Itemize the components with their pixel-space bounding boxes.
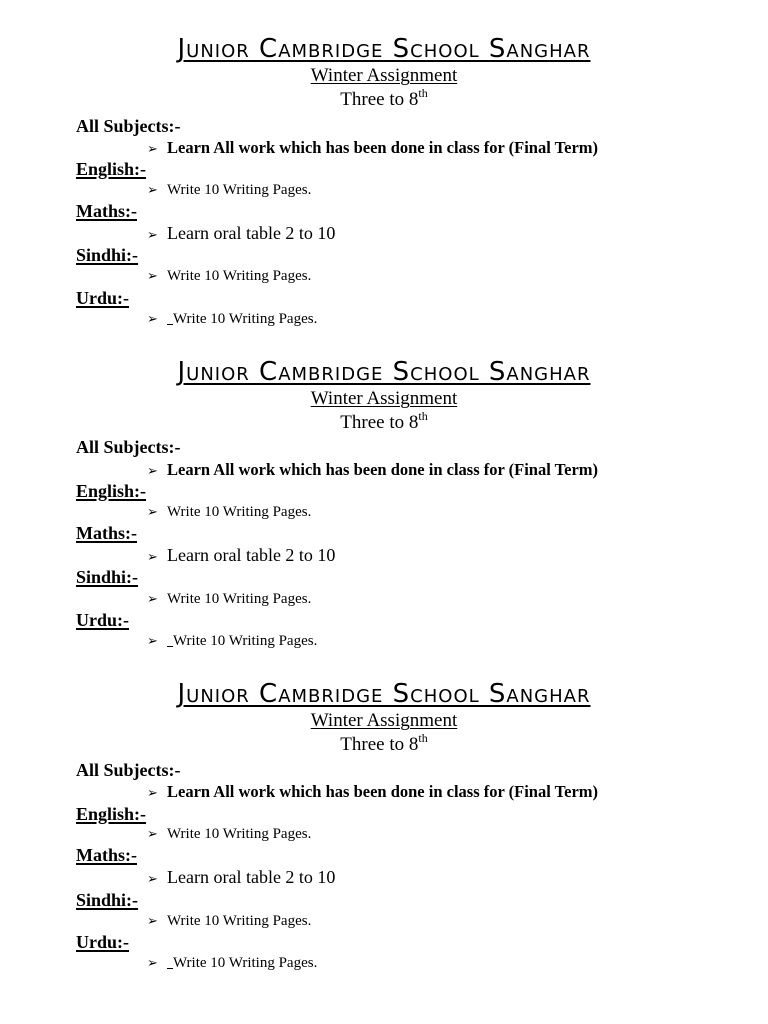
sindhi-heading: Sindhi:- <box>76 890 139 910</box>
all-subjects-task: ➢ Learn All work which has been done in class for (Final Term) <box>147 460 598 482</box>
arrowhead-bullet-icon: ➢ <box>147 464 158 479</box>
sindhi-task: ➢ Write 10 Writing Pages. <box>147 266 311 287</box>
english-task: ➢ Write 10 Writing Pages. <box>147 180 311 201</box>
urdu-task: ➢ Write 10 Writing Pages. <box>147 953 317 974</box>
arrowhead-bullet-icon: ➢ <box>147 142 158 157</box>
all-subjects-task: ➢ Learn All work which has been done in class for (Final Term) <box>147 782 598 804</box>
arrowhead-bullet-icon: ➢ <box>147 505 158 520</box>
arrowhead-bullet-icon: ➢ <box>147 183 158 198</box>
assignment-block-1 <box>0 34 768 356</box>
english-heading: English:- <box>76 804 147 824</box>
maths-task: ➢ Learn oral table 2 to 10 <box>147 545 335 568</box>
school-title: Junior Cambridge School Sanghar <box>177 679 591 709</box>
english-task: ➢ Write 10 Writing Pages. <box>147 824 311 845</box>
assignment-subtitle: Winter Assignment <box>310 65 458 86</box>
sindhi-task: ➢ Write 10 Writing Pages. <box>147 911 311 932</box>
school-title: Junior Cambridge School Sanghar <box>177 34 591 64</box>
arrowhead-bullet-icon: ➢ <box>147 956 158 971</box>
all-subjects-heading: All Subjects:- <box>76 760 181 780</box>
sindhi-heading: Sindhi:- <box>76 245 139 265</box>
urdu-heading: Urdu:- <box>76 288 129 308</box>
class-range: Three to 8th <box>340 731 428 755</box>
english-heading: English:- <box>76 481 147 501</box>
assignment-block-2 <box>0 357 768 679</box>
assignment-block-3 <box>0 679 768 1001</box>
all-subjects-heading: All Subjects:- <box>76 116 181 136</box>
assignment-subtitle: Winter Assignment <box>310 388 458 409</box>
urdu-heading: Urdu:- <box>76 610 129 630</box>
arrowhead-bullet-icon: ➢ <box>147 269 158 284</box>
maths-heading: Maths:- <box>76 523 137 543</box>
arrowhead-bullet-icon: ➢ <box>147 872 158 887</box>
urdu-task: ➢ Write 10 Writing Pages. <box>147 631 317 652</box>
arrowhead-bullet-icon: ➢ <box>147 592 158 607</box>
assignment-subtitle: Winter Assignment <box>310 710 458 731</box>
arrowhead-bullet-icon: ➢ <box>147 914 158 929</box>
class-range: Three to 8th <box>340 86 428 110</box>
arrowhead-bullet-icon: ➢ <box>147 634 158 649</box>
arrowhead-bullet-icon: ➢ <box>147 786 158 801</box>
all-subjects-heading: All Subjects:- <box>76 437 181 457</box>
urdu-heading: Urdu:- <box>76 932 129 952</box>
sindhi-task: ➢ Write 10 Writing Pages. <box>147 589 311 610</box>
sindhi-heading: Sindhi:- <box>76 567 139 587</box>
arrowhead-bullet-icon: ➢ <box>147 228 158 243</box>
english-heading: English:- <box>76 159 147 179</box>
class-range: Three to 8th <box>340 409 428 433</box>
english-task: ➢ Write 10 Writing Pages. <box>147 502 311 523</box>
maths-task: ➢ Learn oral table 2 to 10 <box>147 867 335 890</box>
arrowhead-bullet-icon: ➢ <box>147 827 158 842</box>
arrowhead-bullet-icon: ➢ <box>147 312 158 327</box>
urdu-task: ➢ Write 10 Writing Pages. <box>147 309 317 330</box>
maths-task: ➢ Learn oral table 2 to 10 <box>147 223 335 246</box>
maths-heading: Maths:- <box>76 201 137 221</box>
all-subjects-task: ➢ Learn All work which has been done in class for (Final Term) <box>147 138 598 160</box>
school-title: Junior Cambridge School Sanghar <box>177 357 591 387</box>
maths-heading: Maths:- <box>76 845 137 865</box>
arrowhead-bullet-icon: ➢ <box>147 550 158 565</box>
